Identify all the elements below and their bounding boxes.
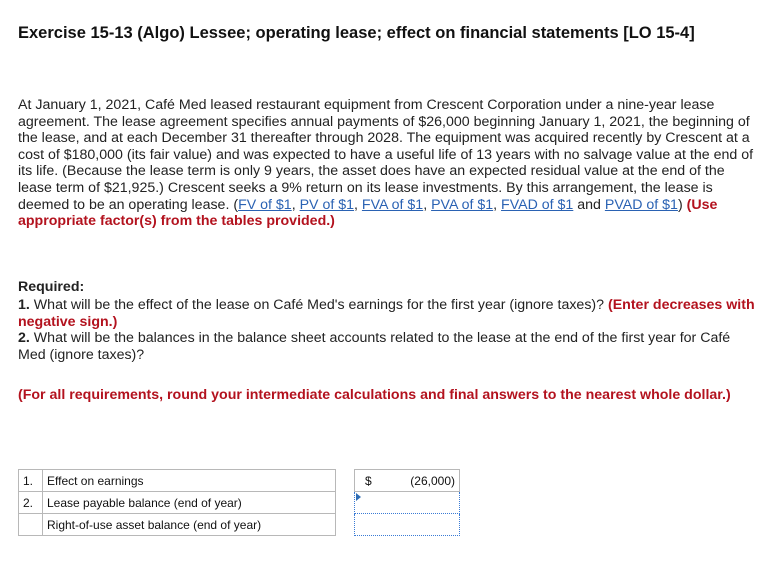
link-fva-of-1[interactable]: FVA of $1 bbox=[361, 196, 424, 213]
row-label: Right-of-use asset balance (end of year) bbox=[43, 514, 336, 536]
table-row bbox=[19, 492, 460, 514]
link-pva-of-1[interactable]: PVA of $1 bbox=[431, 196, 494, 213]
problem-text: At January 1, 2021, Café Med leased restaurant equipment from Crescent Corporation under a nine-year lease agreement. The lease agreement specifies annual payments of $26,000 beginning January 1, 2021, the beginning of the lease, and at each December 31 thereafter through 2028. The equipment was acquired recently by Crescent at a cost of $180,000 (its fair value) and was expected to have a useful life of 13 years with no salvage value at the end of its life. (Because the lease term is only 9 years, the asset does have an expected residual value at the end of the lease term of $21,925.) Crescent seeks a 9% return on its lease investments. By this arrangement, the lease is deemed to be an operating lease. ( bbox=[18, 97, 754, 213]
requirement-1: 1. What will be the effect of the lease on Café Med's earnings for the first year (ignore taxes)? (Enter decreases with negative sign.) bbox=[18, 297, 755, 330]
requirement-1-note: (Enter decreases with negative sign.) bbox=[18, 297, 755, 330]
table-row bbox=[19, 514, 460, 536]
exercise-title: Exercise 15-13 (Algo) Lessee; operating lease; effect on financial statements [LO 15-4] bbox=[18, 24, 695, 42]
input-marker-icon bbox=[356, 493, 361, 501]
required-heading: Required: bbox=[18, 279, 85, 295]
link-pv-of-1[interactable]: PV of $1 bbox=[299, 196, 355, 213]
requirements-list bbox=[18, 297, 760, 363]
answer-value: (26,000) bbox=[410, 473, 455, 488]
rounding-note: (For all requirements, round your intermediate calculations and final answers to the nearest whole dollar.) bbox=[18, 387, 731, 403]
right-of-use-asset-input[interactable] bbox=[355, 514, 460, 536]
lease-payable-input[interactable] bbox=[355, 492, 460, 514]
row-number: 2. bbox=[19, 492, 43, 514]
answer-table-header bbox=[19, 448, 460, 470]
row-label: Lease payable balance (end of year) bbox=[43, 492, 336, 514]
requirement-2: 2. What will be the balances in the balance sheet accounts related to the lease at the end of the first year for Café Med (ignore taxes)? bbox=[18, 330, 731, 363]
factor-instruction: (Use appropriate factor(s) from the tables provided.) bbox=[18, 196, 718, 230]
currency-symbol: $ bbox=[365, 473, 372, 488]
effect-on-earnings-input[interactable] bbox=[355, 470, 460, 492]
problem-statement: At January 1, 2021, Café Med leased restaurant equipment from Crescent Corporation under a nine-year lease agreement. The lease agreement specifies annual payments of $26,000 beginning January 1, 2021, the beginning of the lease, and at each December 31 thereafter through 2028. The equipment was acquired recently by Crescent at a cost of $180,000 (its fair value) and was expected to have a useful life of 13 years with no salvage value at the end of its life. (Because the lease term is only 9 years, the asset does have an expected residual value at the end of the lease term of $21,925.) Crescent seeks a 9% return on its lease investments. By this arrangement, the lease is deemed to be an operating lease. (FV of $1, PV of $1, FVA of $1, PVA of $1, FVAD of $1 and PVAD of $1) (Use appropriate factor(s) from the tables provided.) bbox=[18, 97, 754, 230]
row-label: Effect on earnings bbox=[43, 470, 336, 492]
link-fvad-of-1[interactable]: FVAD of $1 bbox=[501, 196, 574, 213]
row-number bbox=[19, 514, 43, 536]
link-pvad-of-1[interactable]: PVAD of $1 bbox=[604, 196, 678, 213]
link-fv-of-1[interactable]: FV of $1 bbox=[238, 196, 292, 213]
table-row bbox=[19, 470, 460, 492]
row-number: 1. bbox=[19, 470, 43, 492]
answer-table bbox=[18, 448, 460, 536]
